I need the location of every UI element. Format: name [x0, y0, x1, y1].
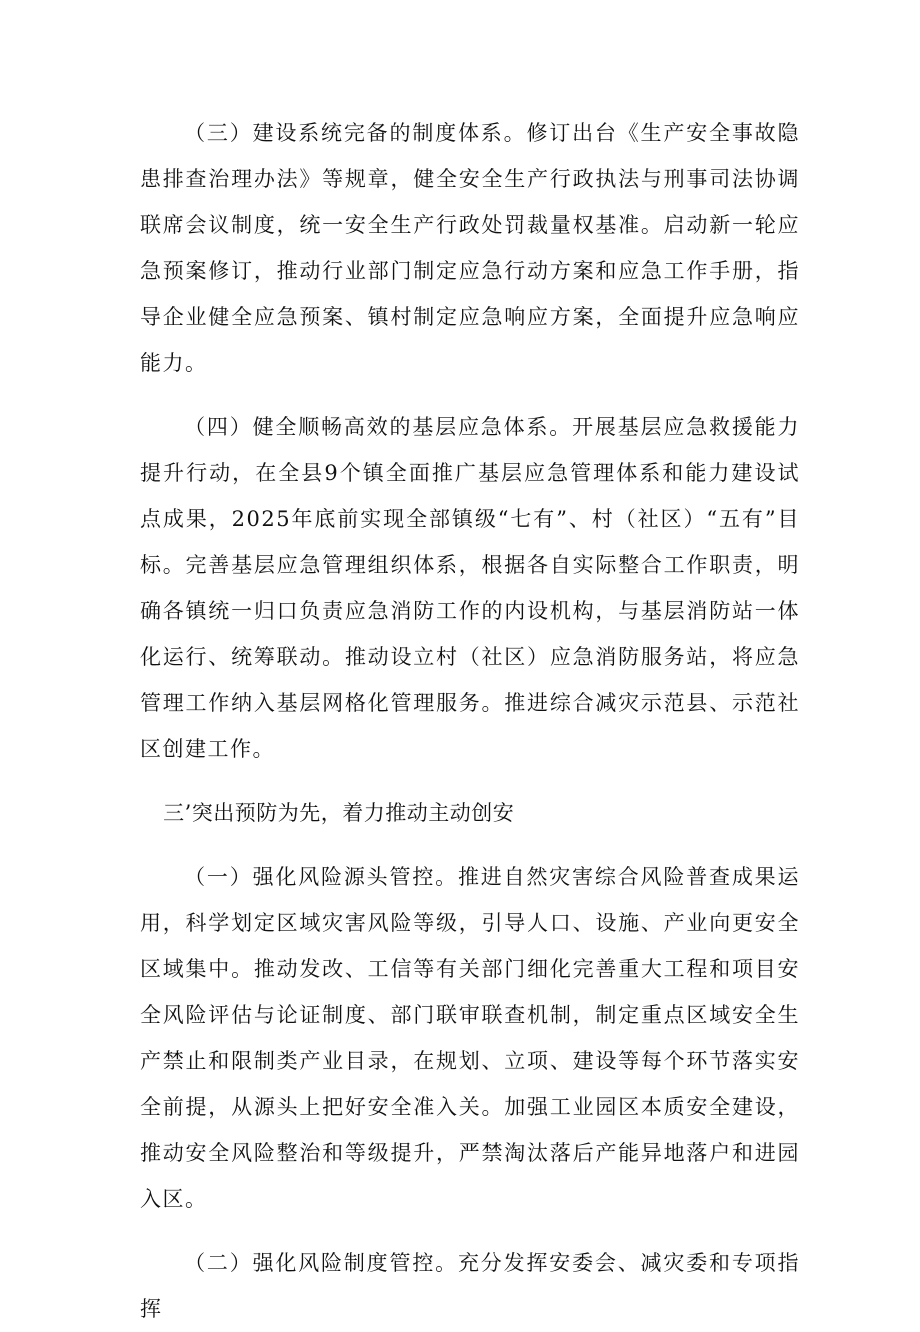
section-heading-prevention-first: 三’突出预防为先，着力推动主动创安 [163, 801, 515, 825]
paragraph-risk-source-control: （一）强化风险源头管控。推进自然灾害综合风险普查成果运用，科学划定区域灾害风险等级，引导人口、设施、产业向更安全区域集中。推动发改、工信等有关部门细化完善重大工程和项目安全风险评估与论证制度、部门联审联查机制，制定重点区域安全生产禁止和限制类产业目录，在规划、立项、建设等每个环节落实安全前提，从源头上把好安全准入关。加强工业园区本质安全建设，推动安全风险整治和等级提升，严禁淘汰落后产能异地落户和进园入区。 [140, 865, 800, 1211]
paragraph-risk-system-control: （二）强化风险制度管控。充分发挥安委会、减灾委和专项指挥 [140, 1251, 800, 1321]
paragraph-grassroots-emergency-system: （四）健全顺畅高效的基层应急体系。开展基层应急救援能力提升行动，在全县9个镇全面推广基层应急管理体系和能力建设试点成果，2025年底前实现全部镇级“七有”、村（社区）“五有”目标。完善基层应急管理组织体系，根据各自实际整合工作职责，明确各镇统一归口负责应急消防工作的内设机构，与基层消防站一体化运行、统筹联动。推动设立村（社区）应急消防服务站，将应急管理工作纳入基层网格化管理服务。推进综合减灾示范县、示范社区创建工作。 [140, 415, 800, 761]
paragraph-institutional-system: （三）建设系统完备的制度体系。修订出台《生产安全事故隐患排查治理办法》等规章，健全安全生产行政执法与刑事司法协调联席会议制度，统一安全生产行政处罚裁量权基准。启动新一轮应急预案修订，推动行业部门制定应急行动方案和应急工作手册，指导企业健全应急预案、镇村制定应急响应方案，全面提升应急响应能力。 [140, 121, 800, 375]
document-page [140, 110, 800, 1332]
